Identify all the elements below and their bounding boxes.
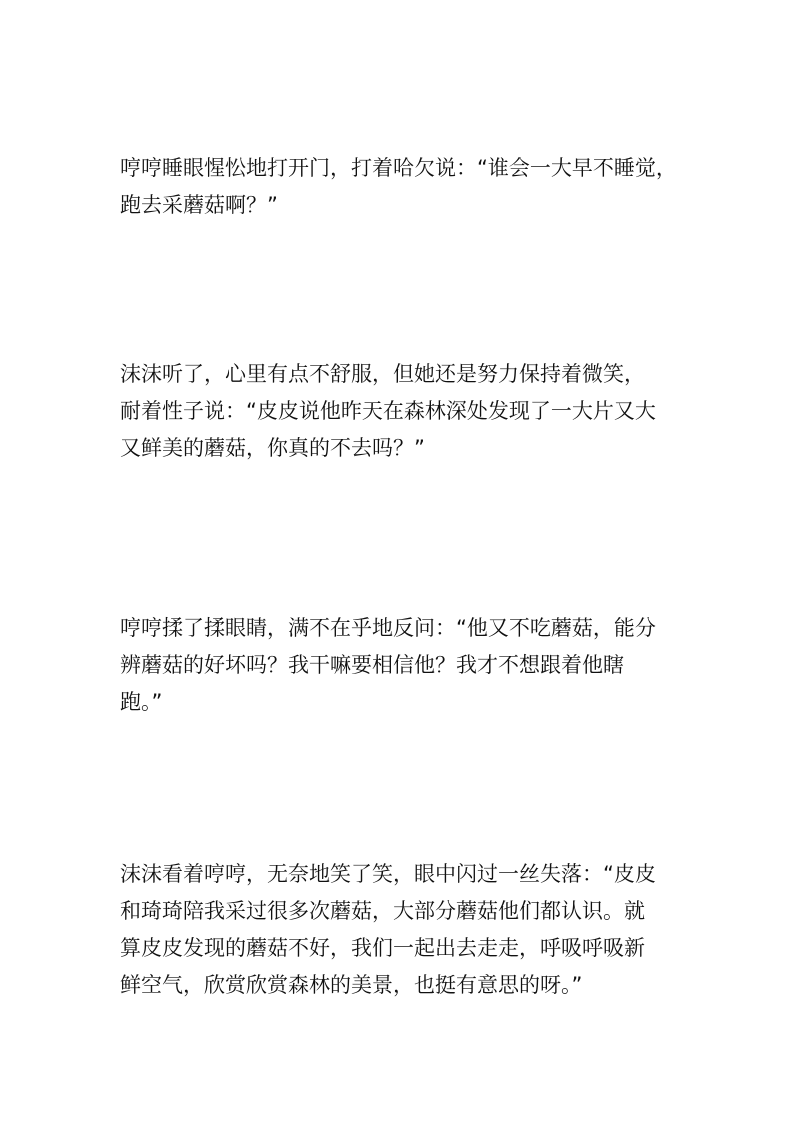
- paragraph-line: 耐着性子说：“皮皮说他昨天在森林深处发现了一大片又大: [120, 399, 656, 423]
- paragraph-line: 跑。”: [120, 690, 163, 714]
- paragraph-line: 沫沫听了，心里有点不舒服，但她还是努力保持着微笑，: [120, 362, 645, 386]
- paragraph-3: [120, 610, 690, 721]
- paragraph-1: [120, 150, 690, 224]
- paragraph-2: [120, 356, 690, 467]
- paragraph-line: 算皮皮发现的蘑菇不好，我们一起出去走走，呼吸呼吸新: [120, 936, 645, 960]
- paragraph-4: [120, 856, 690, 1004]
- paragraph-line: 辨蘑菇的好坏吗？我干嘛要相信他？我才不想跟着他瞎: [120, 653, 624, 677]
- paragraph-line: 鲜空气，欣赏欣赏森林的美景，也挺有意思的呀。”: [120, 973, 583, 997]
- paragraph-line: 沫沫看着哼哼，无奈地笑了笑，眼中闪过一丝失落：“皮皮: [120, 862, 656, 886]
- paragraph-line: 哼哼睡眼惺忪地打开门，打着哈欠说：“谁会一大早不睡觉，: [120, 156, 677, 180]
- paragraph-line: 跑去采蘑菇啊？”: [120, 193, 278, 217]
- paragraph-line: 又鲜美的蘑菇，你真的不去吗？”: [120, 436, 425, 460]
- paragraph-line: 和琦琦陪我采过很多次蘑菇，大部分蘑菇他们都认识。就: [120, 899, 645, 923]
- paragraph-line: 哼哼揉了揉眼睛，满不在乎地反问：“他又不吃蘑菇，能分: [120, 616, 656, 640]
